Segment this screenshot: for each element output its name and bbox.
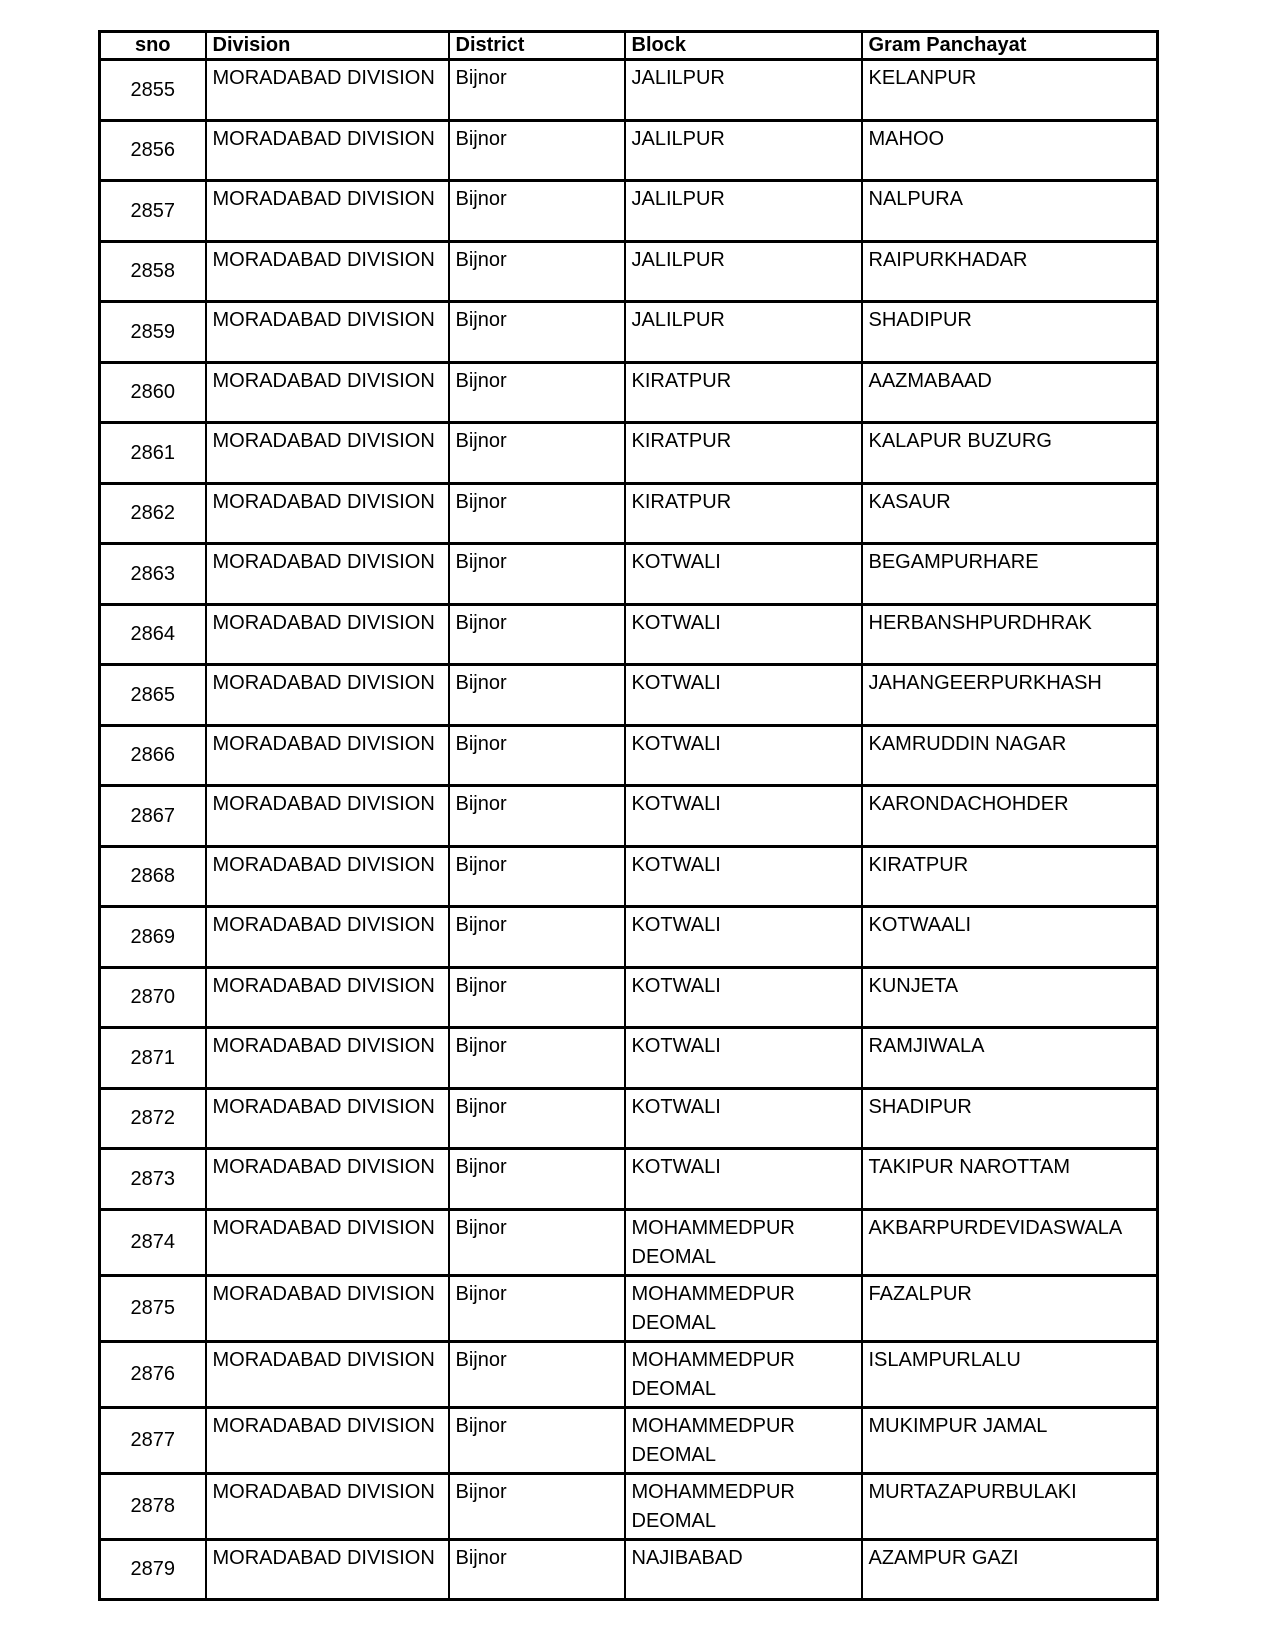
cell-gram-panchayat: ISLAMPURLALU (862, 1341, 1158, 1407)
cell-block: KOTWALI (625, 967, 862, 1028)
cell-block: KOTWALI (625, 604, 862, 665)
cell-division: MORADABAD DIVISION (206, 846, 449, 907)
cell-gram-panchayat: RAMJIWALA (862, 1028, 1158, 1089)
cell-gram-panchayat: KARONDACHOHDER (862, 786, 1158, 847)
cell-sno: 2869 (100, 907, 206, 968)
cell-gram-panchayat: JAHANGEERPURKHASH (862, 665, 1158, 726)
cell-sno: 2856 (100, 120, 206, 181)
cell-block: KOTWALI (625, 846, 862, 907)
cell-district: Bijnor (449, 786, 625, 847)
table-row (100, 846, 1158, 907)
cell-sno: 2859 (100, 302, 206, 363)
cell-sno: 2871 (100, 1028, 206, 1089)
table-row (100, 483, 1158, 544)
cell-block: KOTWALI (625, 1088, 862, 1149)
cell-gram-panchayat: MUKIMPUR JAMAL (862, 1407, 1158, 1473)
table-row (100, 120, 1158, 181)
cell-division: MORADABAD DIVISION (206, 60, 449, 121)
cell-block: KOTWALI (625, 725, 862, 786)
cell-gram-panchayat: AAZMABAAD (862, 362, 1158, 423)
cell-district: Bijnor (449, 423, 625, 484)
cell-division: MORADABAD DIVISION (206, 1149, 449, 1210)
cell-district: Bijnor (449, 907, 625, 968)
cell-district: Bijnor (449, 846, 625, 907)
cell-sno: 2860 (100, 362, 206, 423)
cell-sno: 2868 (100, 846, 206, 907)
cell-district: Bijnor (449, 665, 625, 726)
cell-gram-panchayat: KAMRUDDIN NAGAR (862, 725, 1158, 786)
cell-division: MORADABAD DIVISION (206, 120, 449, 181)
cell-block: KIRATPUR (625, 362, 862, 423)
cell-district: Bijnor (449, 1149, 625, 1210)
cell-block: KOTWALI (625, 907, 862, 968)
cell-gram-panchayat: KALAPUR BUZURG (862, 423, 1158, 484)
cell-division: MORADABAD DIVISION (206, 302, 449, 363)
table-row (100, 1275, 1158, 1341)
cell-district: Bijnor (449, 967, 625, 1028)
table-row (100, 907, 1158, 968)
header-row (100, 32, 1158, 60)
table-row (100, 604, 1158, 665)
cell-district: Bijnor (449, 120, 625, 181)
table-row (100, 544, 1158, 605)
cell-division: MORADABAD DIVISION (206, 241, 449, 302)
table-row (100, 665, 1158, 726)
cell-sno: 2866 (100, 725, 206, 786)
cell-block: KOTWALI (625, 1149, 862, 1210)
table-row (100, 1407, 1158, 1473)
cell-district: Bijnor (449, 1275, 625, 1341)
clipped-row-border-stub (98, 1570, 101, 1579)
table-row (100, 786, 1158, 847)
cell-division: MORADABAD DIVISION (206, 1407, 449, 1473)
table-row (100, 1088, 1158, 1149)
table-row (100, 1341, 1158, 1407)
cell-sno: 2864 (100, 604, 206, 665)
cell-division: MORADABAD DIVISION (206, 1473, 449, 1539)
cell-gram-panchayat: NALPURA (862, 181, 1158, 242)
cell-sno: 2875 (100, 1275, 206, 1341)
cell-block: MOHAMMEDPUR DEOMAL (625, 1209, 862, 1275)
header-district: District (449, 32, 625, 60)
cell-gram-panchayat: TAKIPUR NAROTTAM (862, 1149, 1158, 1210)
table-row (100, 1473, 1158, 1539)
cell-district: Bijnor (449, 60, 625, 121)
cell-gram-panchayat: MURTAZAPURBULAKI (862, 1473, 1158, 1539)
cell-gram-panchayat: KELANPUR (862, 60, 1158, 121)
cell-block: JALILPUR (625, 181, 862, 242)
cell-district: Bijnor (449, 1209, 625, 1275)
cell-division: MORADABAD DIVISION (206, 181, 449, 242)
cell-sno: 2865 (100, 665, 206, 726)
cell-division: MORADABAD DIVISION (206, 604, 449, 665)
cell-gram-panchayat: HERBANSHPURDHRAK (862, 604, 1158, 665)
cell-gram-panchayat: FAZALPUR (862, 1275, 1158, 1341)
cell-gram-panchayat: SHADIPUR (862, 302, 1158, 363)
cell-district: Bijnor (449, 302, 625, 363)
cell-sno: 2863 (100, 544, 206, 605)
cell-division: MORADABAD DIVISION (206, 967, 449, 1028)
cell-block: MOHAMMEDPUR DEOMAL (625, 1341, 862, 1407)
table-row (100, 241, 1158, 302)
header-gram-panchayat: Gram Panchayat (862, 32, 1158, 60)
cell-gram-panchayat: AKBARPURDEVIDASWALA (862, 1209, 1158, 1275)
cell-district: Bijnor (449, 1088, 625, 1149)
cell-sno: 2873 (100, 1149, 206, 1210)
cell-division: MORADABAD DIVISION (206, 907, 449, 968)
cell-sno: 2874 (100, 1209, 206, 1275)
cell-district: Bijnor (449, 1539, 625, 1600)
cell-block: MOHAMMEDPUR DEOMAL (625, 1407, 862, 1473)
cell-gram-panchayat: KIRATPUR (862, 846, 1158, 907)
cell-district: Bijnor (449, 725, 625, 786)
cell-block: KIRATPUR (625, 483, 862, 544)
cell-district: Bijnor (449, 1473, 625, 1539)
cell-sno: 2855 (100, 60, 206, 121)
cell-block: JALILPUR (625, 60, 862, 121)
cell-sno: 2876 (100, 1341, 206, 1407)
cell-division: MORADABAD DIVISION (206, 1088, 449, 1149)
cell-division: MORADABAD DIVISION (206, 1028, 449, 1089)
gram-panchayat-table (98, 30, 1159, 1601)
cell-district: Bijnor (449, 544, 625, 605)
table-row (100, 1028, 1158, 1089)
header-division: Division (206, 32, 449, 60)
cell-division: MORADABAD DIVISION (206, 1341, 449, 1407)
cell-district: Bijnor (449, 1407, 625, 1473)
cell-district: Bijnor (449, 483, 625, 544)
table-row (100, 423, 1158, 484)
cell-block: KIRATPUR (625, 423, 862, 484)
cell-division: MORADABAD DIVISION (206, 1275, 449, 1341)
table-row (100, 181, 1158, 242)
cell-district: Bijnor (449, 604, 625, 665)
table-row (100, 1209, 1158, 1275)
cell-sno: 2870 (100, 967, 206, 1028)
cell-division: MORADABAD DIVISION (206, 725, 449, 786)
cell-sno: 2862 (100, 483, 206, 544)
cell-district: Bijnor (449, 362, 625, 423)
table-row (100, 1149, 1158, 1210)
cell-sno: 2879 (100, 1539, 206, 1600)
cell-district: Bijnor (449, 241, 625, 302)
cell-gram-panchayat: MAHOO (862, 120, 1158, 181)
header-sno: sno (100, 32, 206, 60)
cell-block: KOTWALI (625, 786, 862, 847)
cell-block: KOTWALI (625, 665, 862, 726)
cell-gram-panchayat: SHADIPUR (862, 1088, 1158, 1149)
cell-block: MOHAMMEDPUR DEOMAL (625, 1275, 862, 1341)
cell-sno: 2878 (100, 1473, 206, 1539)
cell-sno: 2872 (100, 1088, 206, 1149)
cell-division: MORADABAD DIVISION (206, 423, 449, 484)
table-row (100, 1539, 1158, 1600)
cell-district: Bijnor (449, 1028, 625, 1089)
table-row (100, 362, 1158, 423)
cell-division: MORADABAD DIVISION (206, 786, 449, 847)
cell-sno: 2861 (100, 423, 206, 484)
cell-block: KOTWALI (625, 544, 862, 605)
table-row (100, 725, 1158, 786)
header-block: Block (625, 32, 862, 60)
cell-district: Bijnor (449, 1341, 625, 1407)
cell-sno: 2857 (100, 181, 206, 242)
cell-division: MORADABAD DIVISION (206, 544, 449, 605)
cell-gram-panchayat: BEGAMPURHARE (862, 544, 1158, 605)
cell-division: MORADABAD DIVISION (206, 665, 449, 726)
table-row (100, 302, 1158, 363)
table-body (100, 60, 1158, 1600)
table-row (100, 60, 1158, 121)
cell-block: JALILPUR (625, 302, 862, 363)
cell-division: MORADABAD DIVISION (206, 362, 449, 423)
table-row (100, 967, 1158, 1028)
cell-block: JALILPUR (625, 241, 862, 302)
cell-block: KOTWALI (625, 1028, 862, 1089)
cell-gram-panchayat: KUNJETA (862, 967, 1158, 1028)
cell-sno: 2867 (100, 786, 206, 847)
cell-division: MORADABAD DIVISION (206, 1539, 449, 1600)
table-header (100, 32, 1158, 60)
cell-division: MORADABAD DIVISION (206, 483, 449, 544)
cell-district: Bijnor (449, 181, 625, 242)
cell-sno: 2877 (100, 1407, 206, 1473)
cell-block: MOHAMMEDPUR DEOMAL (625, 1473, 862, 1539)
cell-block: NAJIBABAD (625, 1539, 862, 1600)
cell-block: JALILPUR (625, 120, 862, 181)
cell-gram-panchayat: KOTWAALI (862, 907, 1158, 968)
cell-gram-panchayat: RAIPURKHADAR (862, 241, 1158, 302)
cell-gram-panchayat: KASAUR (862, 483, 1158, 544)
cell-gram-panchayat: AZAMPUR GAZI (862, 1539, 1158, 1600)
cell-sno: 2858 (100, 241, 206, 302)
cell-division: MORADABAD DIVISION (206, 1209, 449, 1275)
